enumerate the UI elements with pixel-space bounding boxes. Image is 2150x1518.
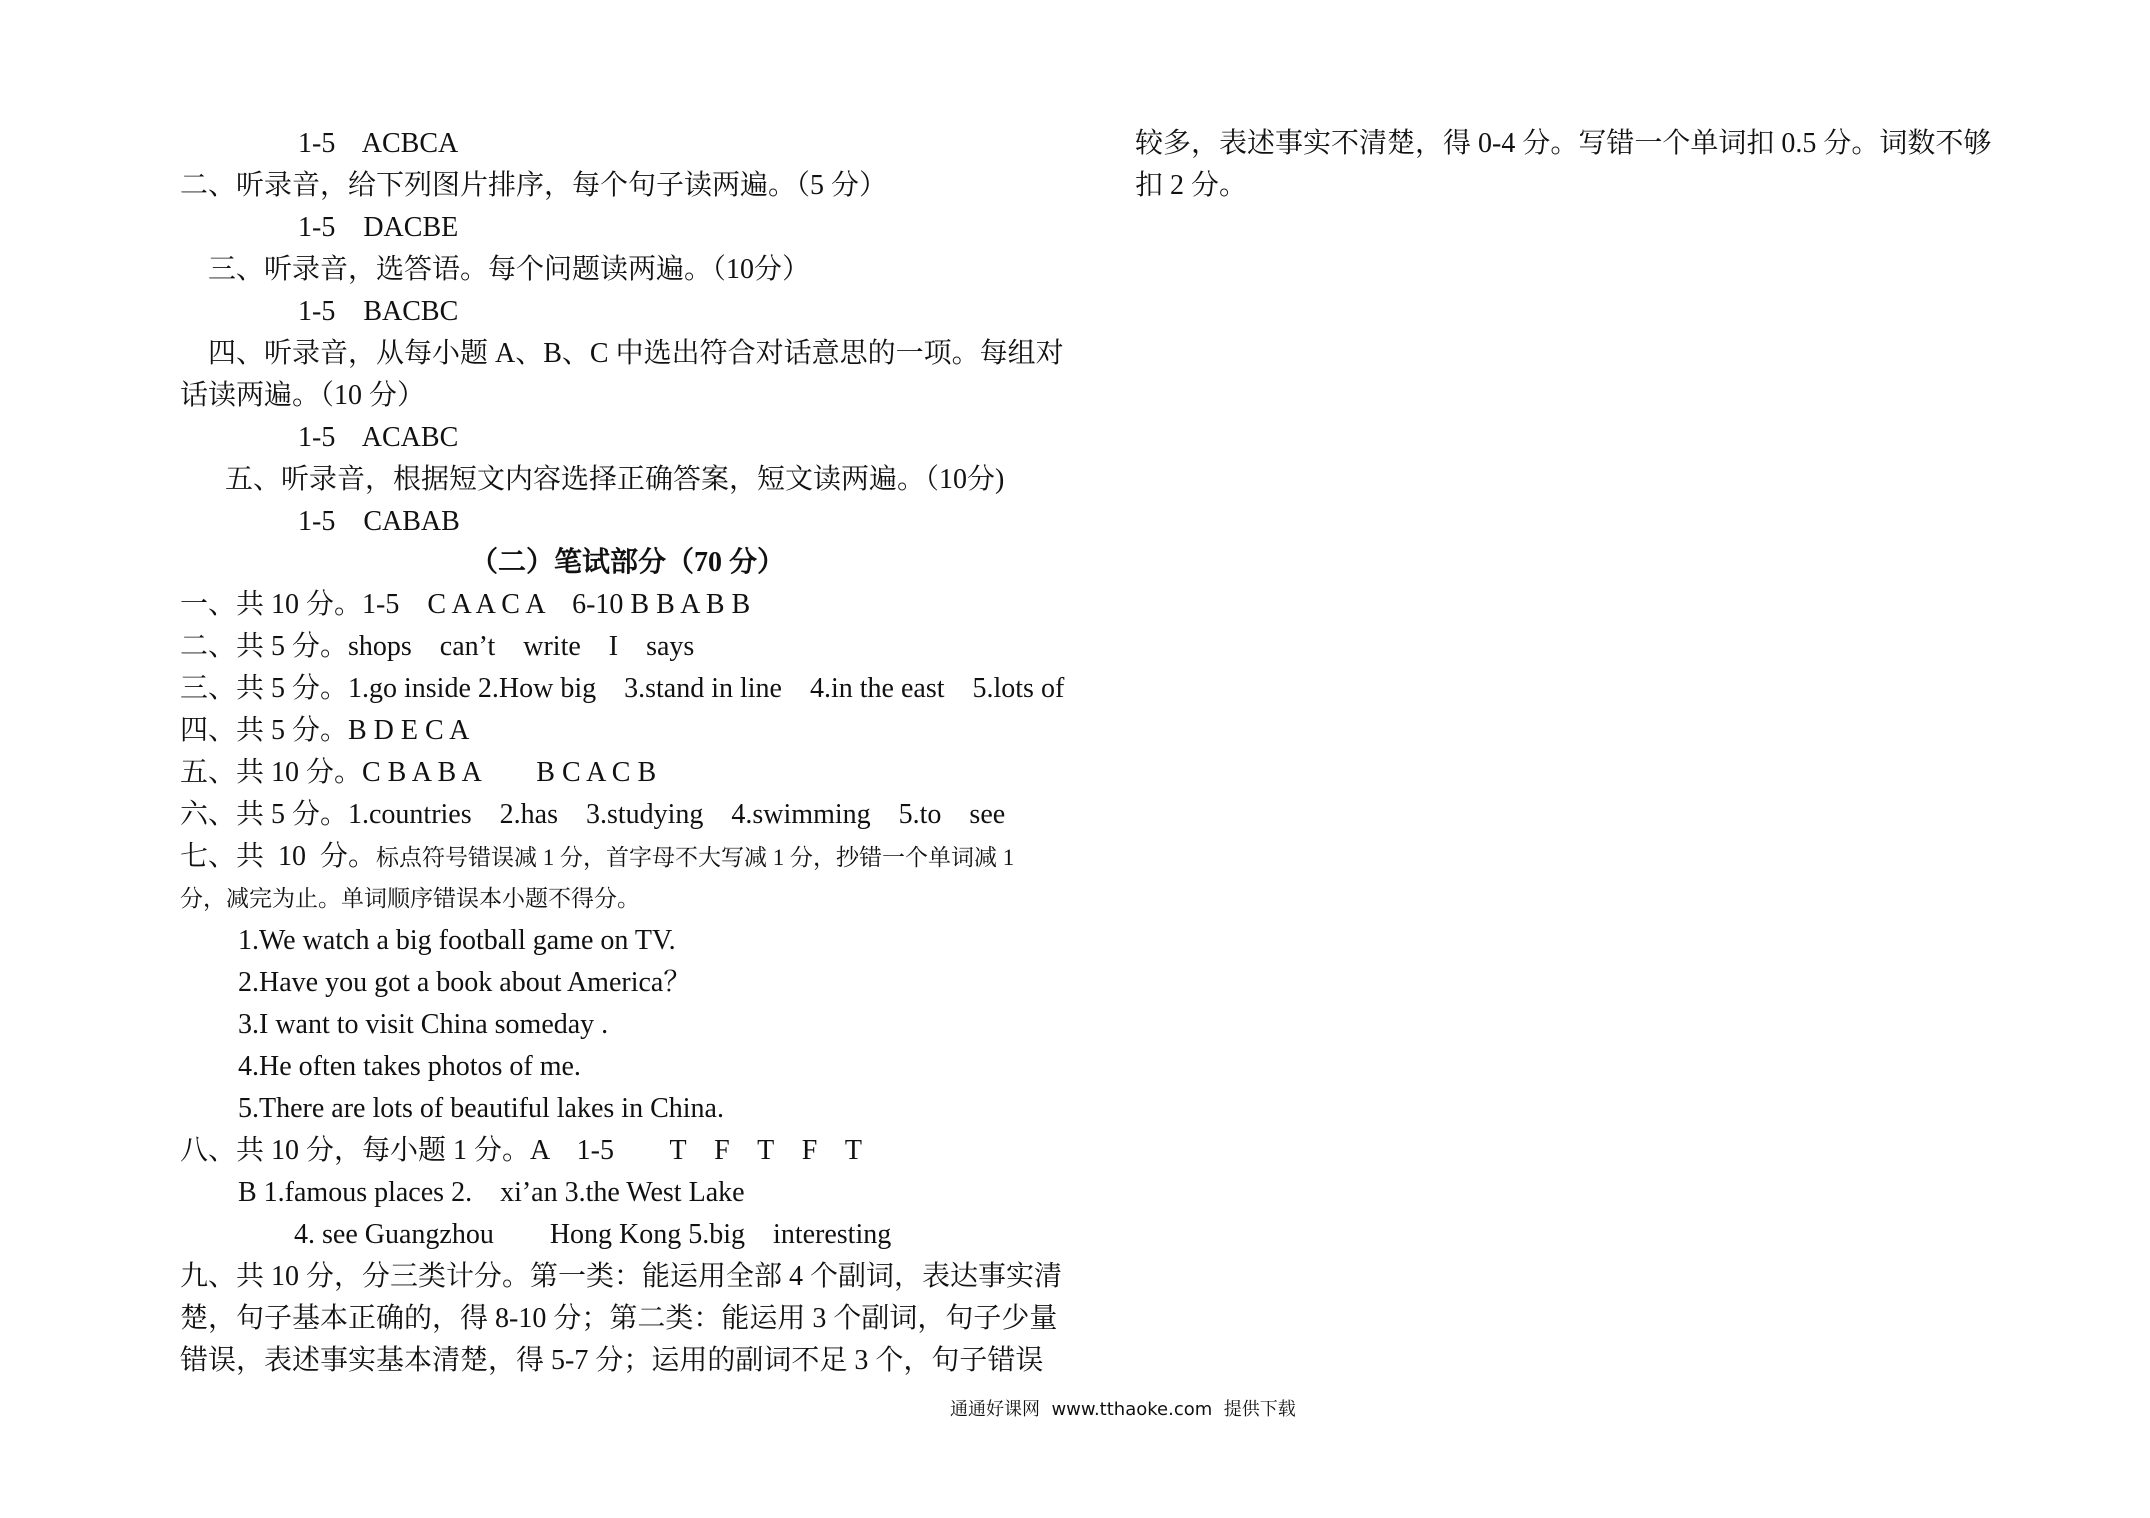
written-3: 三、共 5 分。1.go inside 2.How big 3.stand in line 4.in the east 5.lots of	[180, 673, 1065, 704]
sentence-1: 1.We watch a big football game on TV.	[238, 925, 676, 956]
written-9-line-2: 楚，句子基本正确的，得 8-10 分；第二类：能运用 3 个副词，句子少量	[180, 1303, 1058, 1334]
written-7-rules: 标点符号错误减 1 分，首字母不大写减 1 分，抄错一个单词减 1	[376, 845, 1015, 870]
written-8-b-cont: 4. see Guangzhou Hong Kong 5.big interesting	[294, 1219, 892, 1250]
written-4: 四、共 5 分。B D E C A	[180, 715, 470, 746]
written-9-line-3: 错误，表述事实基本清楚，得 5-7 分；运用的副词不足 3 个，句子错误	[180, 1345, 1044, 1376]
sentence-5: 5.There are lots of beautiful lakes in China.	[238, 1093, 724, 1124]
written-9-line-4: 较多，表述事实不清楚，得 0-4 分。写错一个单词扣 0.5 分。词数不够	[1135, 128, 1992, 159]
listening-4-heading: 四、听录音，从每小题 A、B、C 中选出符合对话意思的一项。每组对	[208, 338, 1064, 369]
listening-4-heading-cont: 话读两遍。（10 分）	[180, 380, 426, 411]
written-8-a: 八、共 10 分，每小题 1 分。A 1-5 T F T F T	[180, 1135, 862, 1166]
listening-4-answers: 1-5 ACABC	[298, 422, 459, 453]
footer-source: 通通好课网 www.tthaoke.com 提供下载	[950, 1399, 1296, 1420]
written-section-title: （二）笔试部分（70 分）	[470, 547, 786, 578]
sentence-2: 2.Have you got a book about America？	[238, 967, 692, 998]
written-2: 二、共 5 分。shops can’t write I says	[180, 631, 695, 662]
written-9-line-5: 扣 2 分。	[1135, 170, 1248, 201]
written-6: 六、共 5 分。1.countries 2.has 3.studying 4.swimming 5.to see	[180, 799, 1006, 830]
sentence-4: 4.He often takes photos of me.	[238, 1051, 581, 1082]
listening-1-answers: 1-5 ACBCA	[298, 128, 459, 159]
written-7-heading	[180, 839, 1014, 876]
listening-5-heading: 五、听录音，根据短文内容选择正确答案，短文读两遍。（10分)	[225, 464, 1005, 495]
listening-5-answers: 1-5 CABAB	[298, 506, 460, 537]
written-7-label: 七、共 10 分。	[180, 841, 377, 872]
written-8-b: B 1.famous places 2. xi’an 3.the West Lake	[238, 1177, 745, 1208]
written-5: 五、共 10 分。C B A B A B C A C B	[180, 757, 657, 788]
listening-2-answers: 1-5 DACBE	[298, 212, 459, 243]
listening-3-heading: 三、听录音，选答语。每个问题读两遍。（10分）	[208, 254, 811, 285]
sentence-3: 3.I want to visit China someday .	[238, 1009, 609, 1040]
written-1: 一、共 10 分。1-5 C A A C A 6-10 B B A B B	[180, 589, 751, 620]
written-7-rules-cont: 分，减完为止。单词顺序错误本小题不得分。	[180, 886, 640, 911]
listening-2-heading: 二、听录音，给下列图片排序，每个句子读两遍。（5 分）	[180, 170, 888, 201]
listening-3-answers: 1-5 BACBC	[298, 296, 459, 327]
written-9-line-1: 九、共 10 分，分三类计分。第一类：能运用全部 4 个副词，表达事实清	[180, 1261, 1063, 1292]
